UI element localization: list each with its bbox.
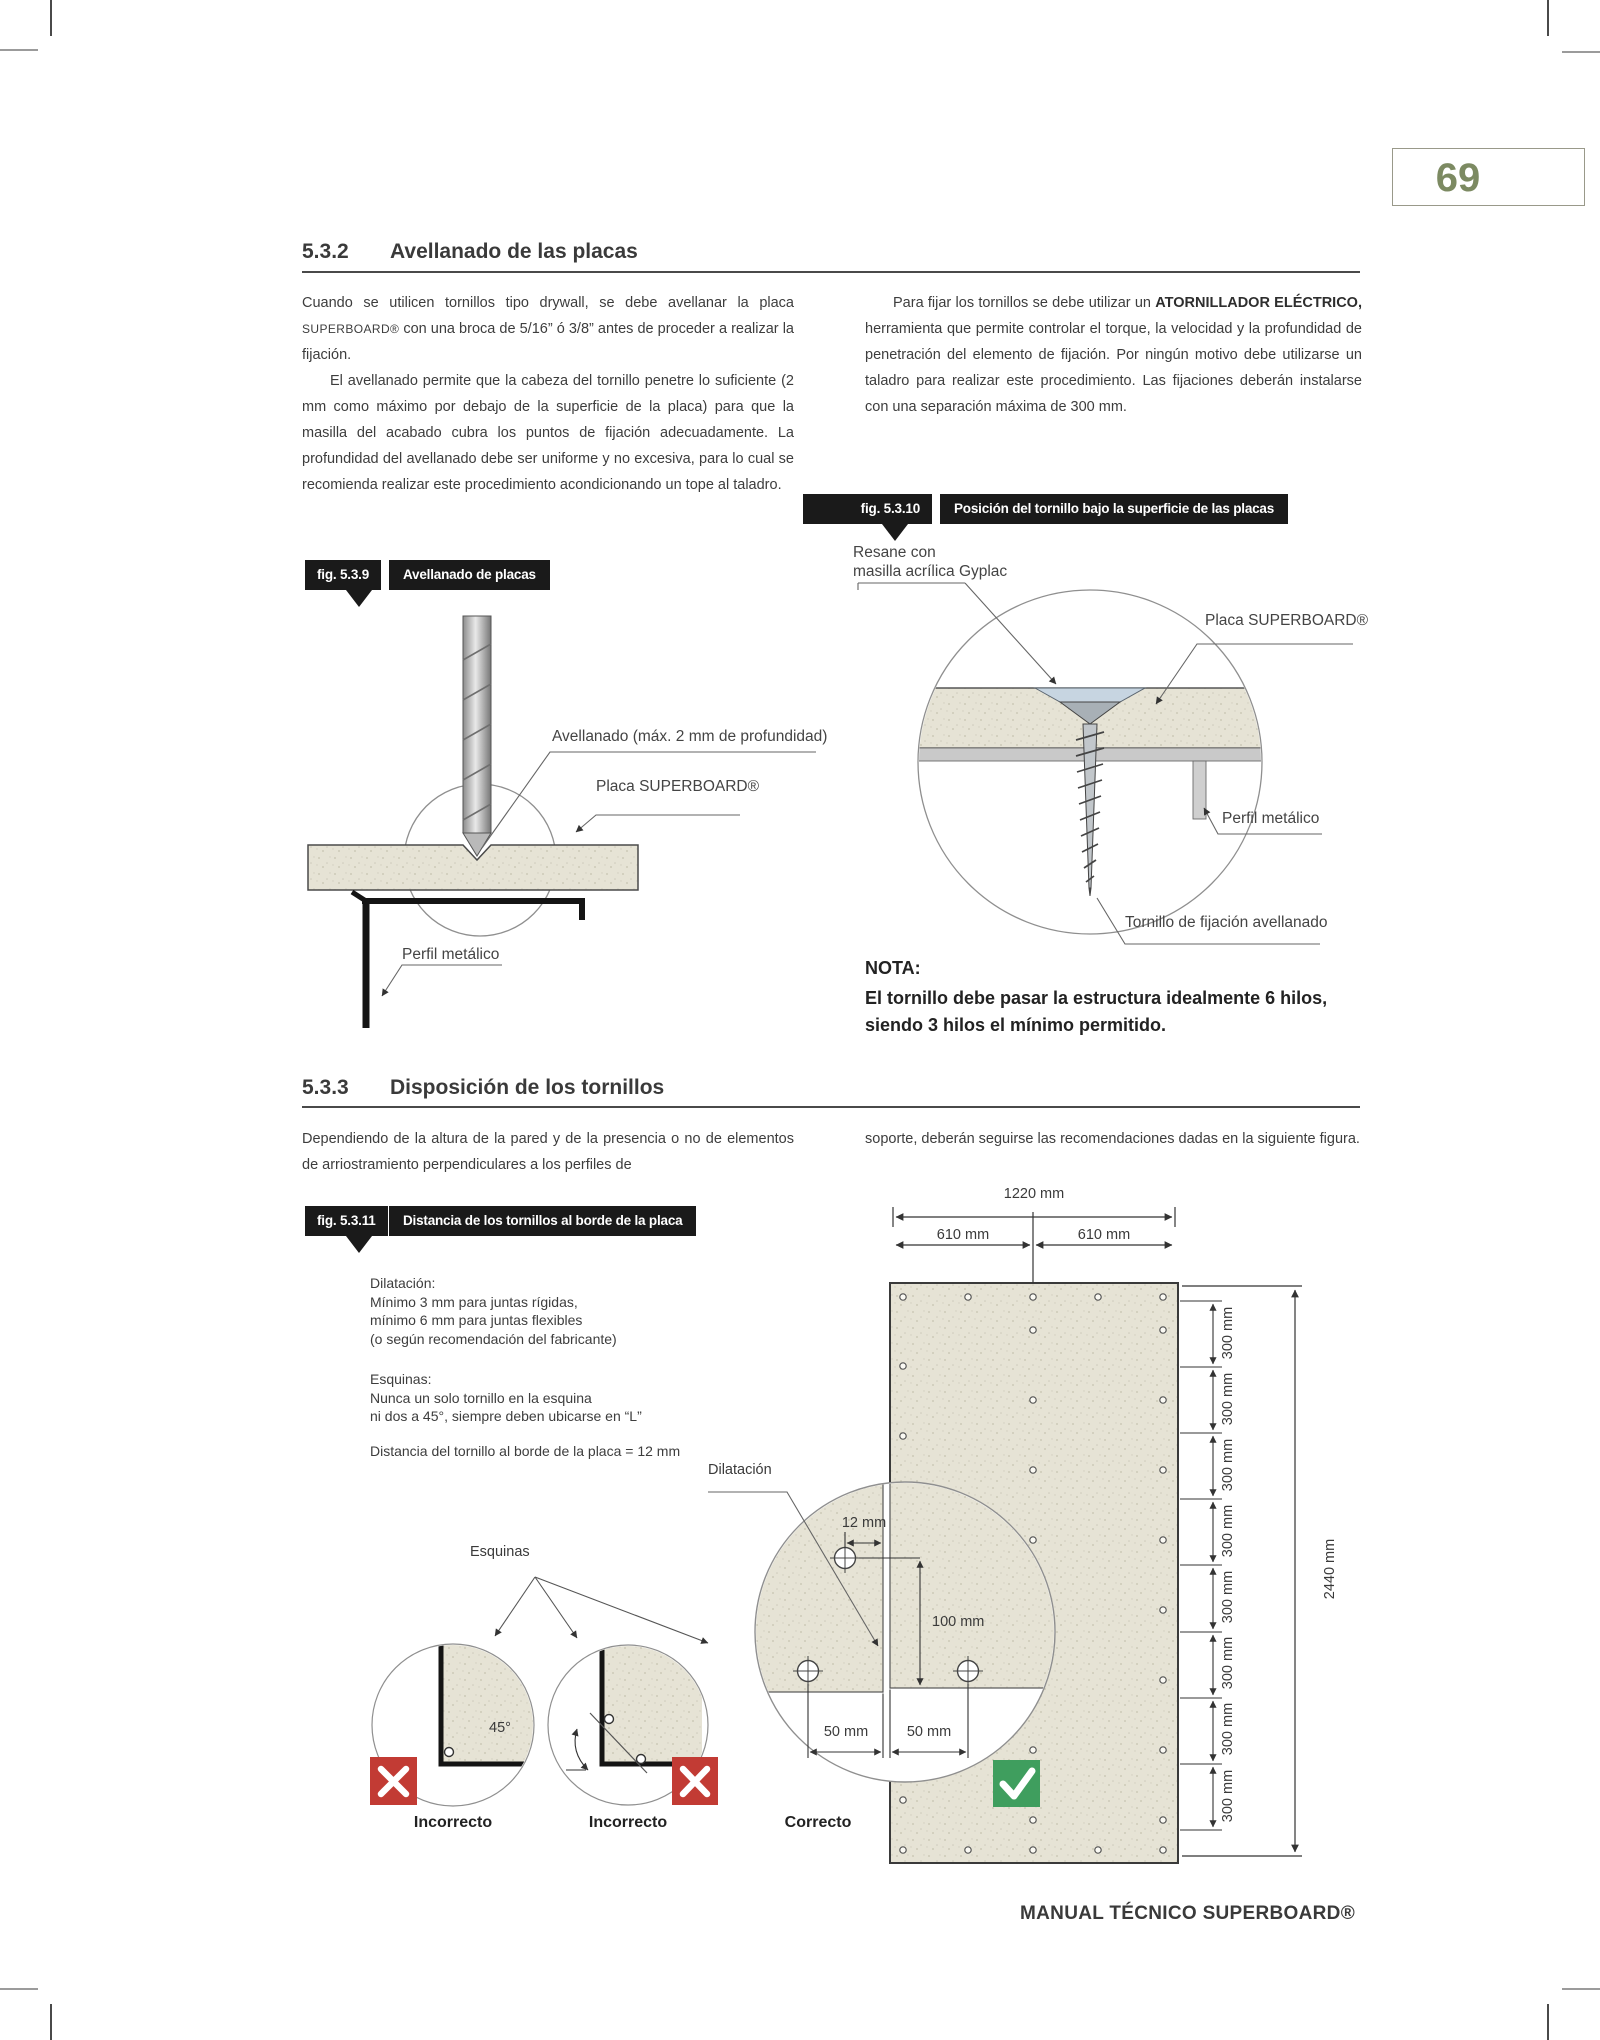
- fig-539-drawing: [300, 598, 820, 1060]
- r-bold: ATORNILLADOR ELÉCTRICO,: [1155, 295, 1362, 311]
- height-2440-dimension: [1182, 1286, 1302, 1856]
- paragraph-532-right: [865, 290, 1362, 480]
- crop-mark-bottom-right-v: [1547, 2004, 1549, 2040]
- fig-5310-label-perfil: Perfil metálico: [1222, 810, 1320, 827]
- right-300-chain: [1180, 1301, 1222, 1830]
- p1-pre: Cuando se utilicen tornillos tipo drywall, se debe avellanar la placa: [302, 295, 794, 311]
- fig-5310-label-tornillo: Tornillo de fijación avellanado: [1125, 914, 1328, 931]
- dim-300-5: 300 mm: [1220, 1570, 1236, 1624]
- esquinas-leaders: [495, 1577, 708, 1643]
- fig-539-label-perfil: Perfil metálico: [402, 946, 500, 963]
- dim-300-4: 300 mm: [1220, 1504, 1236, 1558]
- dim-300-6: 300 mm: [1220, 1636, 1236, 1690]
- fig-5310-pointer: [882, 524, 908, 541]
- fig-539-label-avellanado: Avellanado (máx. 2 mm de profundidad): [552, 728, 828, 745]
- label-correcto: Correcto: [784, 1814, 852, 1831]
- note-line: mínimo 6 mm para juntas flexibles: [370, 1312, 583, 1328]
- label-incorrecto-2: Incorrecto: [588, 1814, 668, 1831]
- r-post: herramienta que permite controlar el torque, la velocidad y la profundidad de penetración del elemento de fijación. Por ningún motivo debe utilizarse un taladro para realizar este procedimiento. Las fijaciones deberán instalarse con una separación máxima de 300 mm.: [865, 321, 1362, 415]
- fig-5311-tag: fig. 5.3.11: [305, 1206, 388, 1236]
- paragraph-532-left: [302, 290, 794, 558]
- r-pre: Para fijar los tornillos se debe utilizar un: [893, 295, 1156, 311]
- dim-12: 12 mm: [841, 1515, 887, 1531]
- page-number: 69: [1435, 156, 1481, 200]
- fig-5310-label-placa: Placa SUPERBOARD®: [1205, 612, 1369, 629]
- section-533-number: 5.3.3: [302, 1076, 349, 1099]
- fig-539-label-placa: Placa SUPERBOARD®: [596, 778, 760, 795]
- section-533-rule: [302, 1106, 1360, 1108]
- p1-post: con una broca de 5/16” ó 3/8” antes de proceder a realizar la fijación.: [302, 321, 794, 363]
- label-esquinas: Esquinas: [470, 1544, 530, 1560]
- section-532-rule: [302, 271, 1360, 273]
- dim-45: 45°: [489, 1720, 511, 1736]
- fig-5311-title: Distancia de los tornillos al borde de la placa: [389, 1206, 696, 1236]
- nota-heading: NOTA:: [865, 958, 921, 978]
- resane-line-1: Resane con: [853, 544, 936, 561]
- fig-5310-label-resane: [853, 543, 1007, 581]
- notes-distancia: [370, 1442, 680, 1461]
- section-532-title: Avellanado de las placas: [390, 240, 638, 263]
- paragraph-533-left: Dependiendo de la altura de la pared y de la presencia o no de elementos de arriostramiento perpendiculares a los perfiles de: [302, 1131, 794, 1173]
- dim-100: 100 mm: [932, 1614, 985, 1630]
- dim-50-right: 50 mm: [906, 1724, 952, 1740]
- p1-brand: SUPERBOARD®: [302, 322, 400, 336]
- dim-50-left: 50 mm: [823, 1724, 869, 1740]
- fig-5310-title: Posición del tornillo bajo la superficie de las placas: [940, 494, 1288, 524]
- nota-body: El tornillo debe pasar la estructura idealmente 6 hilos, siendo 3 hilos el mínimo permitido.: [865, 988, 1328, 1035]
- dim-300-2: 300 mm: [1220, 1372, 1236, 1426]
- section-532-number: 5.3.2: [302, 240, 349, 263]
- crop-mark-top-left-h: [0, 49, 38, 51]
- note-line: Distancia del tornillo al borde de la placa = 12 mm: [370, 1443, 681, 1459]
- dim-300-8: 300 mm: [1220, 1769, 1236, 1823]
- note-line: Nunca un solo tornillo en la esquina: [370, 1389, 592, 1406]
- dim-610-right: 610 mm: [1077, 1227, 1131, 1243]
- section-533-title: Disposición de los tornillos: [390, 1076, 665, 1099]
- p2: El avellanado permite que la cabeza del tornillo penetre lo suficiente (2 mm como máximo por debajo de la superficie de la placa) para que la masilla del acabado cubra los puntos de fijación adecuadamente. La profundidad del avellanado debe ser uniforme y no excesiva, para lo cual se recomienda realizar este procedimiento acondicionando un tope al taladro.: [302, 373, 794, 493]
- note-line: Mínimo 3 mm para juntas rígidas,: [370, 1293, 578, 1310]
- dim-300-7: 300 mm: [1220, 1702, 1236, 1756]
- notes-esquinas: [370, 1370, 642, 1426]
- fig-5310-drawing: [850, 540, 1420, 960]
- label-incorrecto-1: Incorrecto: [413, 1814, 493, 1831]
- footer-title: MANUAL TÉCNICO SUPERBOARD®: [1020, 1903, 1355, 1924]
- dim-300-1: 300 mm: [1220, 1306, 1236, 1360]
- corner-example-1: [441, 1642, 537, 1764]
- dim-2440: 2440 mm: [1322, 1538, 1338, 1600]
- fig-539-title: Avellanado de placas: [389, 560, 550, 590]
- note-line: ni dos a 45°, siempre deben ubicarse en “L”: [370, 1408, 642, 1424]
- note-line: Dilatación:: [370, 1275, 436, 1291]
- fig-5310-tag: fig. 5.3.10: [803, 494, 932, 524]
- dim-300-3: 300 mm: [1220, 1438, 1236, 1492]
- crop-mark-top-right-v: [1547, 0, 1549, 36]
- notes-dilatacion: [370, 1274, 617, 1348]
- fig-539-tag: fig. 5.3.9: [305, 560, 381, 590]
- crop-mark-top-right-h: [1562, 51, 1600, 53]
- dim-610-left: 610 mm: [936, 1227, 990, 1243]
- paragraph-533-right: soporte, deberán seguirse las recomendaciones dadas en la siguiente figura.: [865, 1131, 1360, 1147]
- top-dimensions: [893, 1207, 1175, 1283]
- dim-1220: 1220 mm: [1003, 1186, 1065, 1202]
- crop-mark-bottom-left-v: [50, 2004, 52, 2040]
- crop-mark-top-left-v: [50, 0, 52, 36]
- note-line: (o según recomendación del fabricante): [370, 1330, 617, 1347]
- crop-mark-bottom-right-h: [1562, 1988, 1600, 1990]
- crop-mark-bottom-left-h: [0, 1988, 38, 1990]
- note-line: Esquinas:: [370, 1371, 432, 1387]
- label-dilatacion: Dilatación: [708, 1462, 772, 1478]
- resane-line-2: masilla acrílica Gyplac: [853, 563, 1008, 580]
